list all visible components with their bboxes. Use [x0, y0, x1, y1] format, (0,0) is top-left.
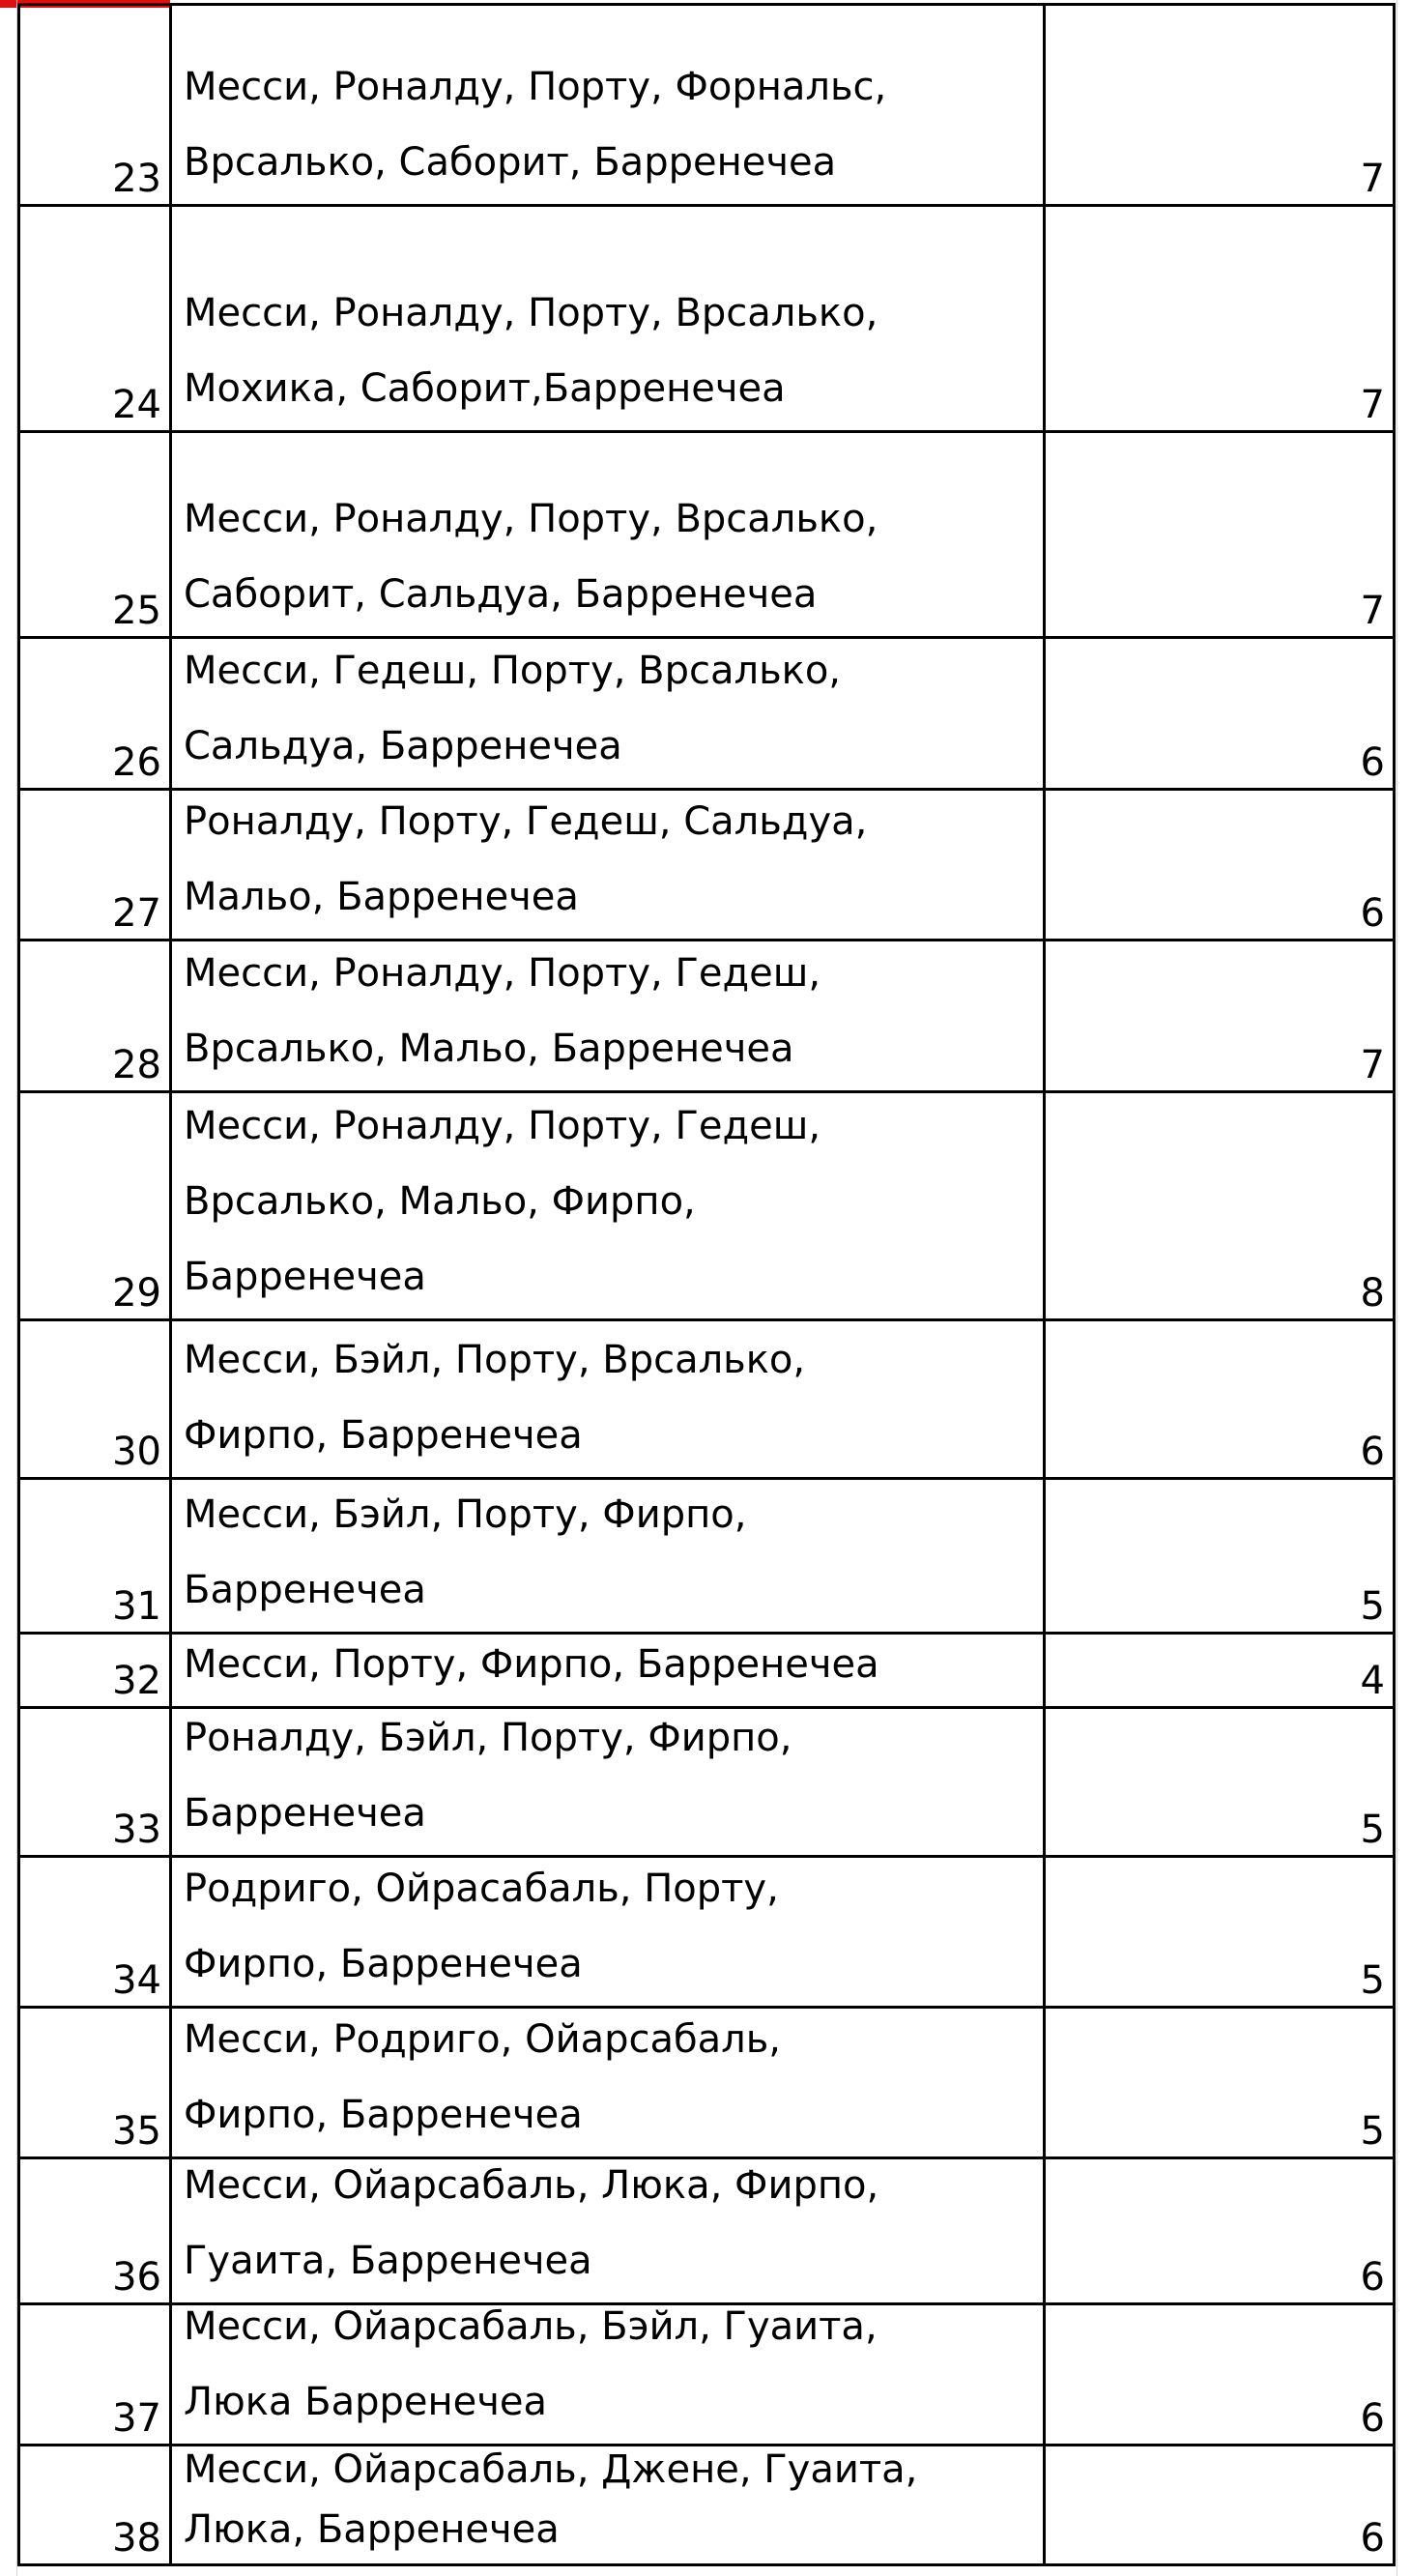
- table-row: [17, 639, 1396, 791]
- players-cell[interactable]: [172, 791, 1046, 939]
- players-list: Месси, Ойарсабаль, Джене, Гуаита, Люка, Барренечеа: [184, 2447, 918, 2552]
- count-cell[interactable]: [1046, 791, 1396, 939]
- row-number: 32: [112, 1659, 161, 1703]
- row-number-cell[interactable]: [17, 2446, 172, 2563]
- players-list: Месси, Родриго, Ойарсабаль, Фирпо, Барренечеа: [184, 2017, 782, 2137]
- row-number-cell[interactable]: [17, 1635, 172, 1706]
- count-cell[interactable]: [1046, 1635, 1396, 1706]
- row-number: 36: [112, 2255, 161, 2300]
- row-number-cell[interactable]: [17, 207, 172, 430]
- count-cell[interactable]: [1046, 2009, 1396, 2156]
- table-row: [17, 433, 1396, 639]
- player-count: 7: [1360, 1043, 1385, 1087]
- player-count: 7: [1360, 589, 1385, 633]
- players-cell[interactable]: [172, 2305, 1046, 2444]
- row-number-cell[interactable]: [17, 2009, 172, 2156]
- row-number: 38: [112, 2516, 161, 2561]
- player-count: 7: [1360, 157, 1385, 201]
- count-cell[interactable]: [1046, 207, 1396, 430]
- table-row: [17, 2159, 1396, 2305]
- sheet-right-edge: [1397, 0, 1411, 2576]
- row-number: 27: [112, 891, 161, 936]
- players-list: Месси, Ойарсабаль, Бэйл, Гуаита, Люка Барренечеа: [184, 2304, 878, 2424]
- row-number: 23: [112, 157, 161, 201]
- players-list: Месси, Роналду, Порту, Гедеш, Врсалько, Мальо, Фирпо, Барренечеа: [184, 1104, 821, 1299]
- players-cell[interactable]: [172, 639, 1046, 788]
- row-number: 24: [112, 383, 161, 427]
- player-count: 6: [1360, 2255, 1385, 2300]
- count-cell[interactable]: [1046, 1480, 1396, 1632]
- row-number-cell[interactable]: [17, 791, 172, 939]
- players-list: Месси, Роналду, Порту, Форнальс, Врсалько, Саборит, Барренечеа: [184, 65, 887, 185]
- player-count: 6: [1360, 891, 1385, 936]
- table-row: [17, 1321, 1396, 1480]
- players-cell[interactable]: [172, 2009, 1046, 2156]
- count-cell[interactable]: [1046, 2159, 1396, 2302]
- count-cell[interactable]: [1046, 1321, 1396, 1477]
- table-row: [17, 2305, 1396, 2446]
- count-cell[interactable]: [1046, 2305, 1396, 2444]
- player-count: 5: [1360, 1808, 1385, 1852]
- player-count: 6: [1360, 2396, 1385, 2441]
- row-number: 28: [112, 1043, 161, 1087]
- count-cell[interactable]: [1046, 2446, 1396, 2563]
- count-cell[interactable]: [1046, 1093, 1396, 1318]
- table-row: [17, 2446, 1396, 2566]
- row-number-cell[interactable]: [17, 941, 172, 1090]
- count-cell[interactable]: [1046, 941, 1396, 1090]
- player-count: 7: [1360, 383, 1385, 427]
- table-row: [17, 6, 1396, 207]
- table-row: [17, 1480, 1396, 1635]
- row-number: 30: [112, 1430, 161, 1474]
- table-row: [17, 1635, 1396, 1709]
- row-number: 37: [112, 2396, 161, 2441]
- row-number: 35: [112, 2109, 161, 2154]
- count-cell[interactable]: [1046, 1709, 1396, 1855]
- count-cell[interactable]: [1046, 639, 1396, 788]
- row-number: 33: [112, 1808, 161, 1852]
- players-cell[interactable]: [172, 1709, 1046, 1855]
- row-number: 26: [112, 740, 161, 785]
- players-cell[interactable]: [172, 433, 1046, 636]
- table-row: [17, 1709, 1396, 1858]
- row-number: 25: [112, 589, 161, 633]
- player-count: 6: [1360, 740, 1385, 785]
- table-row: [17, 791, 1396, 941]
- row-number-cell[interactable]: [17, 639, 172, 788]
- row-number: 34: [112, 1958, 161, 2003]
- players-cell[interactable]: [172, 1321, 1046, 1477]
- players-cell[interactable]: [172, 1093, 1046, 1318]
- players-list: Месси, Роналду, Порту, Гедеш, Врсалько, Мальо, Барренечеа: [184, 951, 821, 1071]
- players-list: Месси, Ойарсабаль, Люка, Фирпо, Гуаита, Барренечеа: [184, 2163, 879, 2283]
- row-number: 31: [112, 1584, 161, 1629]
- row-number: 29: [112, 1271, 161, 1316]
- players-cell[interactable]: [172, 941, 1046, 1090]
- players-list: Месси, Роналду, Порту, Врсалько, Мохика, Саборит,Барренечеа: [184, 291, 878, 411]
- player-count: 8: [1360, 1271, 1385, 1316]
- count-cell[interactable]: [1046, 1858, 1396, 2006]
- count-cell[interactable]: [1046, 433, 1396, 636]
- players-list: Месси, Порту, Фирпо, Барренечеа: [184, 1642, 879, 1687]
- row-number-cell[interactable]: [17, 1480, 172, 1632]
- players-cell[interactable]: [172, 1858, 1046, 2006]
- table-row: [17, 941, 1396, 1093]
- players-cell[interactable]: [172, 1635, 1046, 1706]
- players-cell[interactable]: [172, 6, 1046, 204]
- players-list: Месси, Роналду, Порту, Врсалько, Саборит, Сальдуа, Барренечеа: [184, 497, 878, 617]
- players-list: Роналду, Порту, Гедеш, Сальдуа, Мальо, Барренечеа: [184, 799, 868, 919]
- table-row: [17, 1858, 1396, 2009]
- players-list: Роналду, Бэйл, Порту, Фирпо, Барренечеа: [184, 1716, 792, 1836]
- players-cell[interactable]: [172, 1480, 1046, 1632]
- row-number-cell[interactable]: [17, 1321, 172, 1477]
- count-cell[interactable]: [1046, 6, 1396, 204]
- row-number-cell[interactable]: [17, 1093, 172, 1318]
- players-cell[interactable]: [172, 2446, 1046, 2563]
- players-list: Месси, Бэйл, Порту, Фирпо, Барренечеа: [184, 1492, 747, 1612]
- row-number-cell[interactable]: [17, 1858, 172, 2006]
- table-row: [17, 207, 1396, 433]
- player-count: 5: [1360, 2109, 1385, 2154]
- player-count: 4: [1360, 1659, 1385, 1703]
- row-number-cell[interactable]: [17, 433, 172, 636]
- table-row: [17, 2009, 1396, 2159]
- players-cell[interactable]: [172, 2159, 1046, 2302]
- row-number-cell[interactable]: [17, 2159, 172, 2302]
- table-row: [17, 1093, 1396, 1321]
- players-list: Родриго, Ойрасабаль, Порту, Фирпо, Барренечеа: [184, 1867, 779, 1986]
- players-cell[interactable]: [172, 207, 1046, 430]
- player-count: 6: [1360, 1430, 1385, 1474]
- players-list: Месси, Бэйл, Порту, Врсалько, Фирпо, Барренечеа: [184, 1338, 806, 1458]
- row-number-cell[interactable]: [17, 1709, 172, 1855]
- player-count: 5: [1360, 1958, 1385, 2003]
- player-count: 5: [1360, 1584, 1385, 1629]
- players-list: Месси, Гедеш, Порту, Врсалько, Сальдуа, Барренечеа: [184, 649, 841, 768]
- row-number-cell[interactable]: [17, 2305, 172, 2444]
- row-number-cell[interactable]: [17, 6, 172, 204]
- player-count: 6: [1360, 2516, 1385, 2561]
